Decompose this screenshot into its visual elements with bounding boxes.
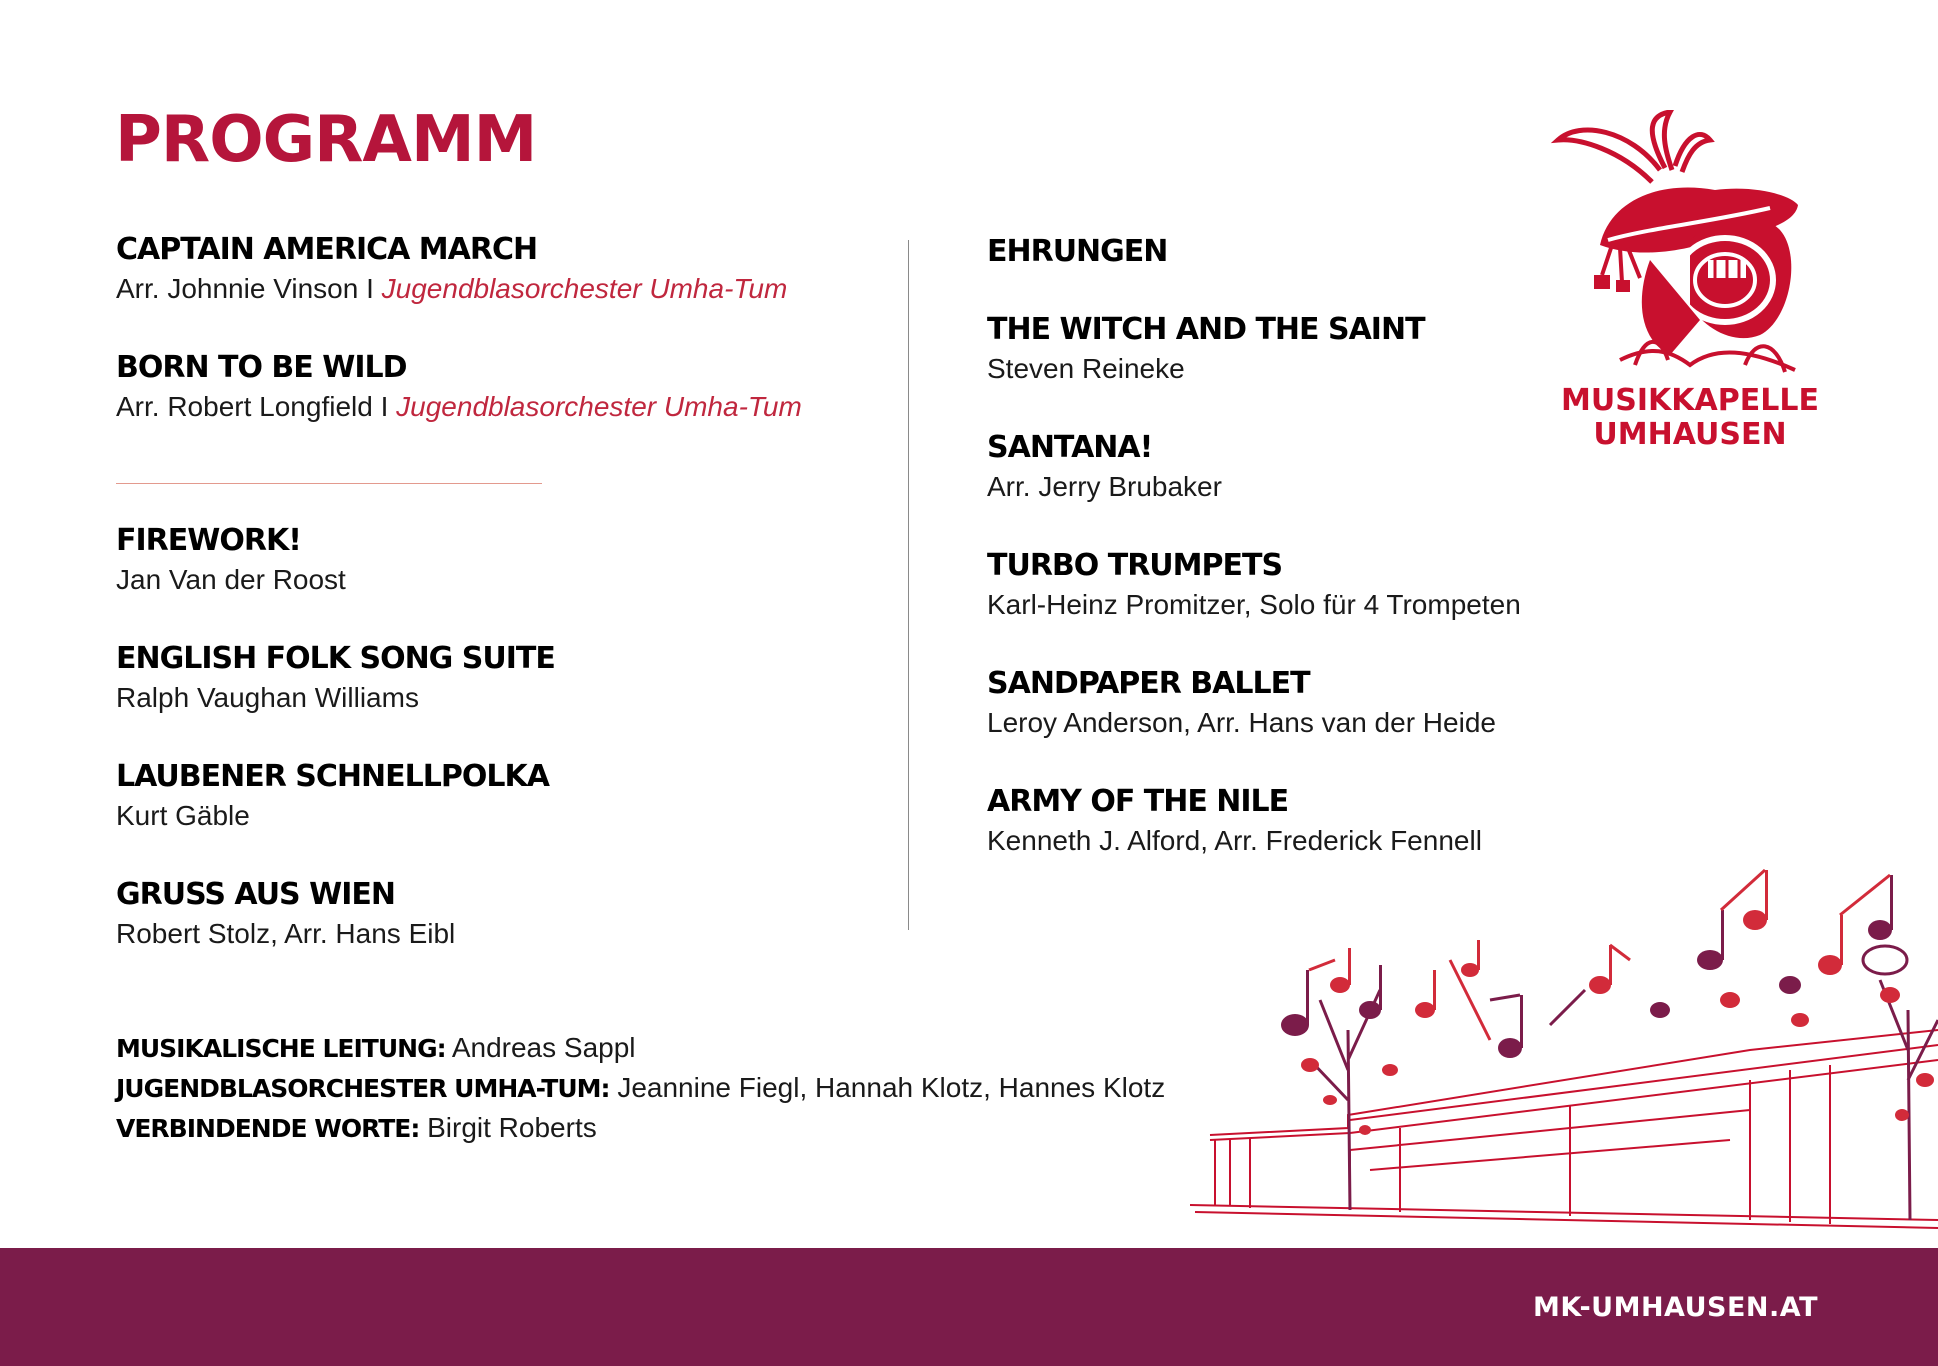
piece-credit: Karl-Heinz Promitzer, Solo für 4 Trompeten — [987, 589, 1521, 620]
credit-value: Andreas Sappl — [445, 1032, 636, 1063]
ehrungen-heading: EHRUNGEN — [987, 234, 1168, 269]
piece-credit — [116, 270, 916, 308]
piece-title: FIREWORK! — [116, 523, 301, 558]
ensemble-text: Jugendblasorchester Umha-Tum — [381, 273, 788, 304]
program-left-column — [116, 230, 916, 953]
program-item — [987, 310, 1547, 388]
piece-credit — [116, 388, 916, 426]
credit-value: Birgit Roberts — [419, 1112, 597, 1143]
piece-credit: Ralph Vaughan Williams — [116, 682, 419, 713]
page-title: PROGRAMM — [115, 103, 537, 177]
credit-label: VERBINDENDE WORTE: — [116, 1114, 420, 1143]
credit-label: JUGENDBLASORCHESTER UMHA-TUM: — [116, 1074, 610, 1103]
credit-line — [116, 1108, 1165, 1148]
program-item — [116, 521, 916, 599]
logo-text — [1540, 384, 1840, 452]
section-divider — [116, 483, 542, 484]
piece-title: THE WITCH AND THE SAINT — [987, 312, 1425, 347]
piece-title: SANDPAPER BALLET — [987, 666, 1310, 701]
website-url[interactable]: MK-UMHAUSEN.AT — [1533, 1292, 1818, 1323]
footer-bar — [0, 1248, 1938, 1366]
credit-value: Jeannine Fiegl, Hannah Klotz, Hannes Klotz — [609, 1072, 1166, 1103]
piece-credit: Arr. Jerry Brubaker — [987, 471, 1222, 502]
program-item — [116, 639, 916, 717]
piece-title: ARMY OF THE NILE — [987, 784, 1289, 819]
piece-title: GRUSS AUS WIEN — [116, 877, 395, 912]
credit-line — [116, 1068, 1165, 1108]
program-item — [987, 782, 1547, 860]
piece-title: ENGLISH FOLK SONG SUITE — [116, 641, 555, 676]
logo-line-1: MUSIKKAPELLE — [1561, 383, 1819, 418]
piece-title: SANTANA! — [987, 430, 1153, 465]
program-item — [987, 664, 1547, 742]
piece-title: CAPTAIN AMERICA MARCH — [116, 232, 538, 267]
credits-block — [116, 1028, 1165, 1148]
piece-credit: Jan Van der Roost — [116, 564, 346, 595]
program-item — [116, 875, 916, 953]
program-right-column — [987, 232, 1547, 860]
piece-title: BORN TO BE WILD — [116, 350, 407, 385]
program-item — [987, 546, 1547, 624]
tuba-player-icon — [1540, 110, 1840, 380]
program-item — [116, 348, 916, 426]
band-logo — [1540, 110, 1840, 455]
credit-label: MUSIKALISCHE LEITUNG: — [116, 1034, 446, 1063]
piece-credit: Robert Stolz, Arr. Hans Eibl — [116, 918, 456, 949]
program-item — [987, 428, 1547, 506]
building-notes-illustration — [1190, 850, 1938, 1250]
arranger-text: Arr. Robert Longfield I — [116, 391, 397, 422]
piece-credit: Kenneth J. Alford, Arr. Frederick Fennell — [987, 825, 1482, 856]
piece-title: TURBO TRUMPETS — [987, 548, 1283, 583]
ensemble-text: Jugendblasorchester Umha-Tum — [396, 391, 802, 422]
piece-credit: Kurt Gäble — [116, 800, 250, 831]
logo-line-2: UMHAUSEN — [1593, 417, 1787, 452]
arranger-text: Arr. Johnnie Vinson I — [116, 273, 382, 304]
piece-credit: Leroy Anderson, Arr. Hans van der Heide — [987, 707, 1496, 738]
column-divider — [908, 240, 909, 930]
program-item — [116, 230, 916, 308]
piece-title: LAUBENER SCHNELLPOLKA — [116, 759, 549, 794]
credit-line — [116, 1028, 1165, 1068]
piece-credit: Steven Reineke — [987, 353, 1185, 384]
program-item — [116, 757, 916, 835]
